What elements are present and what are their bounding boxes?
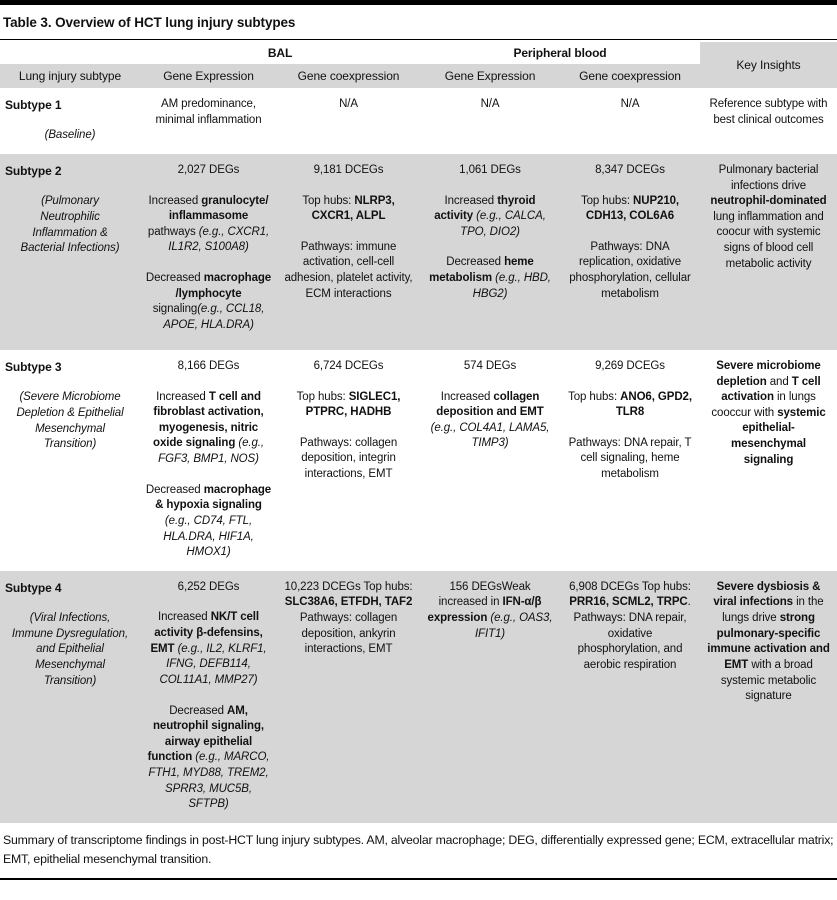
- cell-key-insights: [700, 571, 837, 823]
- subtype-name: Subtype 4: [5, 580, 62, 595]
- cell-paragraph: 574 DEGs: [463, 359, 517, 372]
- cell-paragraph: 8,166 DEGs: [177, 359, 240, 372]
- cell-paragraph: Reference subtype with best clinical outcomes: [709, 98, 828, 126]
- header-key-insights: Key Insights: [700, 42, 837, 88]
- cell-paragraph: 6,252 DEGs: [177, 580, 240, 593]
- cell-paragraph: Top hubs: ANO6, GPD2, TLR8: [568, 390, 692, 419]
- cell-pb-gene-coexpression: [560, 88, 700, 154]
- cell-paragraph: Pathways: DNA replication, oxidative phosphorylation, cellular metabolism: [569, 240, 691, 300]
- subtype-subtitle: (Viral Infections, Immune Dysregulation, and Epithelial Mesenchymal Transition): [11, 612, 129, 687]
- column-header-bal-gene-expression: Gene Expression: [140, 64, 277, 88]
- cell-paragraph: 6,724 DCEGs: [313, 359, 384, 372]
- cell-paragraph: Top hubs: NLRP3, CXCR1, ALPL: [302, 194, 395, 223]
- cell-paragraph: 8,347 DCEGs: [595, 163, 665, 176]
- cell-bal-gene-expression: [140, 154, 277, 350]
- cell-paragraph: Severe dysbiosis & viral infections in the lungs drive strong pulmonary-specific immune activation and EMT with a broad systemic metabolic signature: [707, 580, 830, 703]
- cell-paragraph: 6,908 DCEGs Top hubs: PRR16, SCML2, TRPC. Pathways: DNA repair, oxidative phosphorylation, and aerobic respiration: [569, 580, 691, 671]
- cell-paragraph: 156 DEGsWeak increased in IFN-α/β expression (e.g., OAS3, IFIT1): [427, 580, 553, 640]
- table-row: [0, 88, 837, 154]
- cell-paragraph: 9,269 DCEGs: [595, 359, 665, 372]
- table-footnote: Summary of transcriptome findings in post-HCT lung injury subtypes. AM, alveolar macrophage; DEG, differentially expressed gene; ECM, extracellular matrix; EMT, epithelial mesenchymal transition.: [3, 832, 834, 866]
- cell-paragraph: Increased T cell and fibroblast activation, myogenesis, nitric oxide signaling (e.g., FGF3, BMP1, NOS): [153, 390, 264, 466]
- cell-bal-gene-coexpression: [277, 154, 420, 350]
- cell-key-insights: [700, 154, 837, 350]
- header-spacer: [0, 42, 140, 64]
- cell-pb-gene-expression: [420, 350, 560, 571]
- subtype-name: Subtype 1: [5, 98, 62, 112]
- column-header-bal-gene-coexpression: Gene coexpression: [277, 64, 420, 88]
- cell-paragraph: Increased thyroid activity (e.g., CALCA, TPO, DIO2): [434, 194, 546, 238]
- cell-paragraph: Pulmonary bacterial infections drive neutrophil-dominated lung inflammation and coocur with systemic signs of blood cell metabolic activity: [710, 163, 827, 270]
- column-header-pb-gene-expression: Gene Expression: [420, 64, 560, 88]
- cell-lung-injury-subtype: [0, 154, 140, 350]
- subtype-subtitle: (Severe Microbiome Depletion & Epithelial Mesenchymal Transition): [16, 391, 124, 451]
- cell-bal-gene-coexpression: [277, 571, 420, 823]
- cell-pb-gene-expression: [420, 88, 560, 154]
- cell-bal-gene-expression: [140, 571, 277, 823]
- table-body: [0, 88, 837, 823]
- cell-paragraph: Pathways: collagen deposition, integrin interactions, EMT: [299, 436, 398, 481]
- bottom-rule: [0, 878, 837, 880]
- cell-paragraph: 2,027 DEGs: [177, 163, 240, 176]
- cell-paragraph: Increased NK/T cell activity β-defensins, EMT (e.g., IL2, KLRF1, IFNG, DEFB114, COL11A1, MMP27): [150, 611, 267, 686]
- cell-paragraph: N/A: [339, 98, 358, 110]
- table-header: [0, 42, 837, 88]
- cell-paragraph: 1,061 DEGs: [459, 163, 521, 176]
- cell-bal-gene-coexpression: [277, 350, 420, 571]
- cell-paragraph: Decreased macrophage & hypoxia signaling (e.g., CD74, FTL, HLA.DRA, HIF1A, HMOX1): [145, 483, 272, 559]
- cell-lung-injury-subtype: [0, 88, 140, 154]
- column-header-lung-injury-subtype: Lung injury subtype: [0, 64, 140, 88]
- subtype-name: Subtype 2: [5, 163, 62, 178]
- subtype-name: Subtype 3: [5, 359, 62, 374]
- cell-paragraph: 9,181 DCEGs: [313, 163, 384, 176]
- cell-paragraph: Severe microbiome depletion and T cell activation in lungs cooccur with systemic epithelial-mesenchymal signaling: [711, 359, 826, 466]
- cell-bal-gene-coexpression: [277, 88, 420, 154]
- cell-bal-gene-expression: [140, 88, 277, 154]
- cell-paragraph: Decreased heme metabolism (e.g., HBD, HBG2): [429, 256, 551, 300]
- cell-pb-gene-coexpression: [560, 350, 700, 571]
- cell-paragraph: 10,223 DCEGs Top hubs: SLC38A6, ETFDH, TAF2 Pathways: collagen deposition, ankyrin interactions, EMT: [284, 580, 413, 656]
- cell-paragraph: Decreased macrophage /lymphocyte signaling(e.g., CCL18, APOE, HLA.DRA): [145, 272, 272, 331]
- cell-key-insights: [700, 88, 837, 154]
- cell-pb-gene-coexpression: [560, 571, 700, 823]
- cell-paragraph: Pathways: immune activation, cell-cell adhesion, platelet activity, ECM interactions: [284, 240, 413, 300]
- cell-pb-gene-expression: [420, 571, 560, 823]
- cell-lung-injury-subtype: [0, 571, 140, 823]
- cell-bal-gene-expression: [140, 350, 277, 571]
- cell-paragraph: N/A: [480, 98, 500, 110]
- cell-paragraph: Top hubs: NUP210, CDH13, COL6A6: [580, 194, 680, 223]
- cell-paragraph: Increased collagen deposition and EMT (e.g., COL4A1, LAMA5, TIMP3): [430, 390, 550, 450]
- cell-paragraph: Decreased AM, neutrophil signaling, airway epithelial function (e.g., MARCO, FTH1, MYD88, TREM2, SPRR3, MUC5B, SFTPB): [147, 704, 270, 811]
- cell-lung-injury-subtype: [0, 350, 140, 571]
- cell-key-insights: [700, 350, 837, 571]
- subtype-subtitle: (Baseline): [44, 129, 96, 142]
- cell-paragraph: Top hubs: SIGLEC1, PTPRC, HADHB: [296, 390, 401, 419]
- cell-pb-gene-coexpression: [560, 154, 700, 350]
- header-group-bal: BAL: [267, 46, 293, 60]
- table-row: [0, 154, 837, 350]
- cell-paragraph: AM predominance, minimal inflammation: [155, 98, 262, 126]
- column-header-pb-gene-coexpression: Gene coexpression: [560, 64, 700, 88]
- table-title: Table 3. Overview of HCT lung injury subtypes: [3, 15, 296, 30]
- cell-paragraph: Increased granulocyte/ inflammasome pathways (e.g., CXCR1, IL1R2, S100A8): [147, 194, 270, 254]
- table-row: [0, 571, 837, 823]
- table-row: [0, 350, 837, 571]
- title-rule: [0, 39, 837, 40]
- cell-paragraph: Pathways: DNA repair, T cell signaling, heme metabolism: [568, 436, 692, 481]
- cell-paragraph: N/A: [620, 98, 640, 110]
- header-group-peripheral-blood: Peripheral blood: [513, 46, 607, 60]
- cell-pb-gene-expression: [420, 154, 560, 350]
- subtype-subtitle: (Pulmonary Neutrophilic Inflammation & Bacterial Infections): [20, 195, 120, 255]
